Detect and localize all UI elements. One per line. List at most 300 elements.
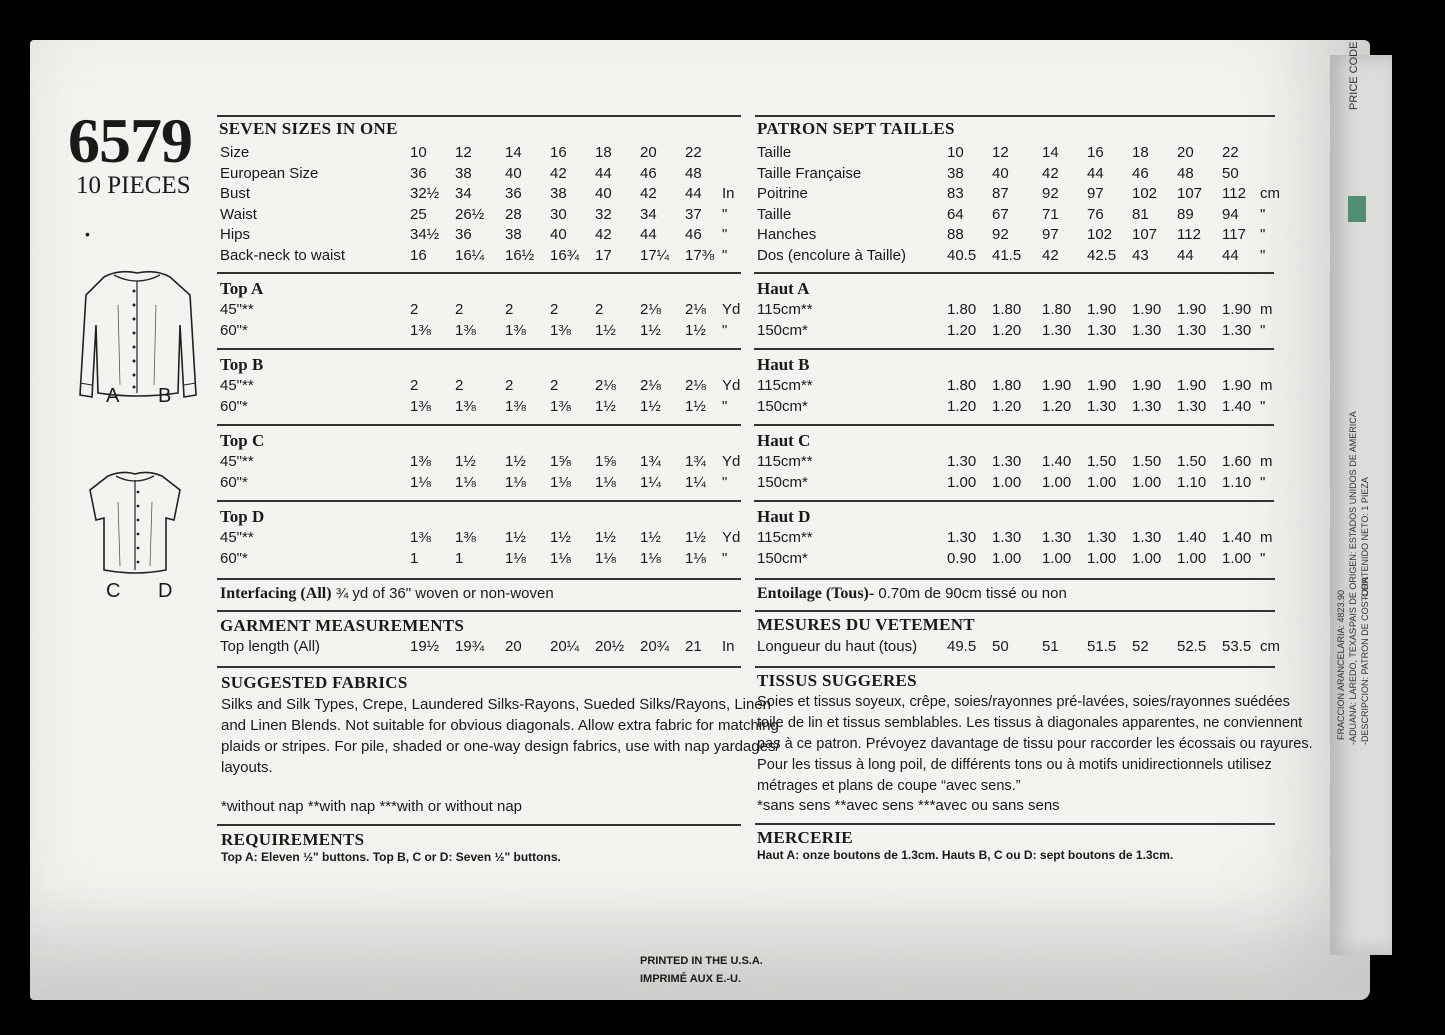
divider [754,500,1274,502]
fabric-width-label: 150cm* [757,398,808,415]
yardage-value: 1.30 [947,453,977,470]
view-label-b: B [158,385,172,407]
yardage-value: 1.00 [1132,474,1162,491]
yardage-value: 1½ [640,398,661,415]
size-value: 20 [640,144,657,161]
yardage-value: 1⅛ [455,474,476,491]
size-value: 46 [685,226,702,243]
yardage-value: 1.30 [1177,398,1207,415]
yardage-unit: " [722,322,728,339]
size-value: 41.5 [992,246,1022,264]
yardage-value: 1.30 [1132,322,1162,339]
garment-value: 21 [685,638,702,655]
yardage-value: 1½ [685,398,706,415]
size-value: 43 [1132,246,1149,264]
view-title: Haut C [757,431,811,450]
fabric-width-label: 60"* [220,322,248,339]
size-value: 64 [947,205,964,223]
fabric-width-label: 45"** [220,529,254,546]
french-fabrics-text [757,692,1313,797]
garment-unit: In [722,638,735,655]
size-value: 42 [1042,164,1059,182]
yardage-unit: m [1260,377,1273,394]
yardage-value: 1½ [685,529,706,546]
size-value: 18 [595,144,612,161]
divider [755,115,1275,117]
size-row-label: Hanches [757,226,817,243]
divider [754,424,1274,426]
size-value: 42.5 [1087,246,1117,264]
size-value: 17⅜ [685,246,715,264]
size-value: 42 [640,185,657,202]
size-value: 22 [685,144,702,161]
yardage-value: 1.30 [947,529,977,546]
yardage-value: 1.20 [992,322,1022,339]
yardage-value: 1⅝ [550,453,571,470]
pattern-number: 6579 [68,105,192,176]
yardage-value: 1.90 [1177,301,1207,318]
divider [217,348,741,350]
fabrics-line: layouts. [221,759,273,776]
view-label-c: C [106,580,121,602]
size-value: 17¼ [640,246,670,264]
yardage-value: 2 [505,377,514,394]
yardage-value: 1.80 [947,377,977,394]
size-value: 32½ [410,185,440,202]
view-title: Haut B [757,355,810,374]
size-unit: In [722,185,735,202]
size-row-label: Waist [220,205,257,223]
size-unit: " [1260,205,1266,223]
yardage-value: 1.20 [992,398,1022,415]
size-row-label: Poitrine [757,185,808,202]
interfacing-label: Interfacing (All) [220,585,332,602]
divider [755,823,1275,825]
yardage-value: 2 [410,377,419,394]
size-value: 44 [1087,164,1104,182]
yardage-value: 1.90 [1042,377,1072,394]
yardage-value: 1.10 [1222,474,1252,491]
size-value: 112 [1177,226,1201,243]
size-value: 30 [550,205,567,223]
view-label-d: D [158,580,173,602]
yardage-value: 2 [550,377,559,394]
size-value: 14 [505,144,522,161]
fabric-width-label: 115cm** [757,529,813,546]
size-row-label: Back-neck to waist [220,246,346,264]
yardage-value: 1½ [685,322,706,339]
size-value: 102 [1132,185,1158,202]
customs-line: -PAIS DE ORIGEN: ESTADOS UNIDOS DE AMERICA [1348,411,1358,630]
size-unit: " [1260,246,1266,264]
size-value: 40.5 [947,246,977,264]
yardage-value: 1.50 [1177,453,1207,470]
size-value: 71 [1042,205,1059,223]
yardage-value: 2⅛ [685,377,706,394]
size-value: 42 [595,226,612,243]
divider [217,578,741,580]
yardage-value: 1⅛ [640,550,661,567]
green-tab [1348,196,1366,222]
imprime-aux-eu: IMPRIMÉ AUX E.-U. [640,973,742,985]
yardage-value: 1½ [550,529,571,546]
garment-value: 20 [505,638,522,655]
size-value: 44 [1222,246,1239,264]
english-title: SEVEN SIZES IN ONE [219,119,398,138]
interfacing-text: ¾ yd of 36" woven or non-woven [335,585,554,602]
size-value: 36 [455,226,472,243]
size-value: 17 [595,246,612,264]
english-interfacing [220,585,554,603]
garment-value: 51 [1042,638,1059,655]
yardage-value: 1.30 [1042,529,1072,546]
yardage-value: 1½ [505,453,526,470]
fabric-width-label: 45"** [220,453,254,470]
yardage-value: 1.40 [1042,453,1072,470]
size-unit: " [722,205,728,223]
garment-value: 52.5 [1177,638,1207,655]
english-fabrics-title: SUGGESTED FABRICS [221,673,408,692]
size-row-label: Hips [220,226,251,243]
size-value: 92 [992,226,1009,243]
yardage-value: 1.30 [1222,322,1252,339]
yardage-value: 1.30 [992,529,1022,546]
size-value: 81 [1132,205,1149,223]
yardage-value: 1.90 [1222,301,1252,318]
size-value: 34½ [410,226,440,243]
size-value: 16 [1087,144,1104,161]
yardage-value: 2 [505,301,514,318]
yardage-unit: m [1260,529,1273,546]
yardage-unit: m [1260,301,1273,318]
yardage-value: 1¾ [640,453,661,470]
size-value: 16 [410,246,427,264]
fabric-width-label: 115cm** [757,301,813,318]
yardage-unit: " [1260,322,1266,339]
yardage-value: 1.40 [1222,398,1252,415]
size-row-label: Taille [757,144,792,161]
yardage-value: 2⅛ [595,377,616,394]
yardage-value: 1.90 [1087,301,1117,318]
english-nap-note: *without nap **with nap ***with or without nap [221,798,523,815]
yardage-value: 1.90 [1222,377,1252,394]
yardage-value: 1⅜ [505,322,526,339]
yardage-unit: Yd [722,301,741,318]
size-unit: " [722,226,728,243]
yardage-value: 2⅛ [640,377,661,394]
yardage-value: 1⅜ [410,322,431,339]
fabric-width-label: 45"** [220,377,254,394]
french-interfacing [757,585,1067,603]
size-row-label: Size [220,144,250,161]
yardage-value: 2 [455,377,464,394]
size-unit: " [1260,226,1266,243]
yardage-unit: Yd [722,453,741,470]
size-value: 12 [455,144,472,161]
yardage-unit: " [1260,398,1266,415]
yardage-value: 1⅛ [505,474,526,491]
divider [217,824,741,826]
french-requirements-text: Haut A: onze boutons de 1.3cm. Hauts B, C ou D: sept boutons de 1.3cm. [757,848,1174,862]
size-value: 42 [1042,246,1059,264]
yardage-value: 1⅜ [410,398,431,415]
yardage-value: 1⅛ [595,474,616,491]
size-value: 44 [595,164,612,182]
size-value: 26½ [455,205,485,223]
yardage-value: 1.80 [992,377,1022,394]
size-value: 16 [550,144,567,161]
size-value: 40 [550,226,567,243]
size-value: 97 [1042,226,1059,243]
fabrics-line: pas à ce patron. Prévoyez davantage de tissu pour raccorder les écossais ou rayures. [757,736,1313,752]
size-value: 107 [1177,185,1203,202]
yardage-value: 1⅛ [410,474,431,491]
size-value: 16½ [505,246,535,264]
size-value: 37 [685,205,702,223]
yardage-value: 1½ [595,398,616,415]
divider [217,610,741,612]
yardage-value: 1½ [640,322,661,339]
yardage-value: 1.90 [1132,377,1162,394]
yardage-value: 2 [455,301,464,318]
view-title: Haut D [757,507,811,526]
yardage-value: 0.90 [947,550,977,567]
yardage-value: 1⅜ [505,398,526,415]
yardage-value: 1.80 [947,301,977,318]
yardage-unit: Yd [722,377,741,394]
yardage-value: 1.30 [1177,322,1207,339]
fabric-width-label: 45"** [220,301,254,318]
size-value: 44 [1177,246,1194,264]
yardage-value: 1⅜ [455,398,476,415]
yardage-value: 1 [410,550,419,567]
size-value: 36 [505,185,522,202]
english-garment-title: GARMENT MEASUREMENTS [220,616,465,635]
french-garment-title: MESURES DU VETEMENT [757,615,975,634]
fabric-width-label: 150cm* [757,474,808,491]
french-title: PATRON SEPT TAILLES [757,119,955,138]
size-value: 107 [1132,226,1158,243]
garment-value: 53.5 [1222,638,1252,655]
size-value: 44 [685,185,702,202]
view-title: Top A [220,279,264,298]
fabric-width-label: 115cm** [757,377,813,394]
size-value: 28 [505,205,522,223]
sketch-top-ab [74,265,204,415]
garment-value: 20½ [595,638,625,655]
garment-value: 51.5 [1087,638,1117,655]
size-value: 117 [1222,226,1246,243]
size-value: 16¼ [455,246,485,264]
size-value: 112 [1222,185,1246,202]
yardage-value: 1.00 [992,550,1022,567]
yardage-value: 1.50 [1087,453,1117,470]
divider [754,348,1274,350]
yardage-value: 1.20 [947,398,977,415]
garment-unit: cm [1260,638,1280,655]
yardage-value: 1⅛ [550,550,571,567]
price-code-text: PRICE CODE [1348,41,1360,110]
yardage-value: 2⅛ [640,301,661,318]
yardage-value: 1.40 [1177,529,1207,546]
customs-line: -CONTENIDO NETO: 1 PIEZA [1360,477,1370,600]
view-title: Top D [220,507,265,526]
yardage-value: 1.00 [1042,550,1072,567]
size-value: 92 [1042,185,1059,202]
size-unit: cm [1260,185,1280,202]
size-value: 38 [947,164,964,182]
divider [754,272,1274,274]
yardage-value: 1.00 [1087,474,1117,491]
size-value: 46 [1132,164,1149,182]
yardage-value: 2 [550,301,559,318]
yardage-value: 1 [455,550,464,567]
size-value: 12 [992,144,1009,161]
yardage-value: 1.20 [1042,398,1072,415]
yardage-value: 1½ [455,453,476,470]
yardage-value: 1⅝ [595,453,616,470]
size-value: 88 [947,226,964,243]
yardage-value: 1.00 [1087,550,1117,567]
size-value: 38 [455,164,472,182]
size-value: 48 [685,164,702,182]
yardage-value: 1⅛ [685,550,706,567]
yardage-value: 1.30 [1087,322,1117,339]
yardage-value: 1½ [640,529,661,546]
yardage-value: 1¼ [685,474,706,491]
size-value: 34 [455,185,472,202]
interfacing-label: Entoilage (Tous)- [757,585,875,602]
english-requirements-title: REQUIREMENTS [221,830,365,849]
fabrics-line: toile de lin et tissus semblables. Les tissus à diagonales apparentes, ne conviennent [757,715,1303,731]
garment-row-label: Longueur du haut (tous) [757,638,918,655]
french-requirements-title: MERCERIE [757,828,853,847]
fabric-width-label: 150cm* [757,322,808,339]
fabric-width-label: 150cm* [757,550,808,567]
size-value: 46 [640,164,657,182]
fabrics-line: métrages et plans de coupe “avec sens.” [757,778,1021,794]
yardage-value: 2 [410,301,419,318]
yardage-value: 1½ [595,322,616,339]
yardage-value: 1⅛ [505,550,526,567]
garment-value: 52 [1132,638,1149,655]
size-value: 40 [505,164,522,182]
yardage-value: 1⅜ [455,322,476,339]
yardage-value: 2⅛ [685,301,706,318]
printed-in-usa: PRINTED IN THE U.S.A. [640,955,763,967]
yardage-value: 1¾ [685,453,706,470]
fabric-width-label: 115cm** [757,453,813,470]
yardage-unit: m [1260,453,1273,470]
divider [217,115,741,117]
size-value: 50 [1222,164,1239,182]
yardage-value: 1⅜ [410,453,431,470]
yardage-value: 1.00 [992,474,1022,491]
garment-value: 19½ [410,638,440,655]
size-value: 89 [1177,205,1194,223]
size-value: 48 [1177,164,1194,182]
yardage-unit: " [722,550,728,567]
size-value: 20 [1177,144,1194,161]
divider [217,272,741,274]
size-value: 36 [410,164,427,182]
size-value: 42 [550,164,567,182]
size-value: 25 [410,205,427,223]
english-requirements-text: Top A: Eleven ½" buttons. Top B, C or D: Seven ½" buttons. [221,850,561,864]
size-row-label: Bust [220,185,251,202]
size-value: 94 [1222,205,1239,223]
fabrics-line: and Linen Blends. Not suitable for obvious diagonals. Allow extra fabric for matching [221,717,779,734]
size-value: 10 [410,144,427,161]
size-value: 22 [1222,144,1239,161]
yardage-value: 1.30 [1132,529,1162,546]
size-value: 32 [595,205,612,223]
fabrics-line: Silks and Silk Types, Crepe, Laundered Silks-Rayons, Sueded Silks/Rayons, Linen [221,696,772,713]
yardage-unit: " [722,398,728,415]
yardage-value: 1.80 [992,301,1022,318]
fabrics-line: plaids or stripes. For pile, shaded or one-way design fabrics, use with nap yardages/ [221,738,780,755]
yardage-value: 1.90 [1177,377,1207,394]
fabric-width-label: 60"* [220,474,248,491]
size-value: 38 [550,185,567,202]
yardage-unit: " [1260,474,1266,491]
yardage-value: 1⅛ [550,474,571,491]
garment-value: 49.5 [947,638,977,655]
fabric-width-label: 60"* [220,550,248,567]
size-row-label: Dos (encolure à Taille) [757,246,906,264]
size-value: 14 [1042,144,1059,161]
divider [755,610,1275,612]
divider [217,424,741,426]
english-fabrics-text [221,694,780,778]
size-unit: " [722,246,728,264]
divider [755,666,1275,668]
garment-value: 19¾ [455,638,485,655]
garment-row-label: Top length (All) [220,638,321,655]
size-value: 102 [1087,226,1113,243]
garment-value: 20¾ [640,638,670,655]
yardage-value: 1.50 [1132,453,1162,470]
fabrics-line: Soies et tissus soyeux, crêpe, soies/rayonnes pré-lavées, soies/rayonnes suédées [757,694,1290,710]
divider [217,666,741,668]
yardage-value: 1¼ [640,474,661,491]
size-value: 18 [1132,144,1149,161]
yardage-unit: Yd [722,529,741,546]
yardage-value: 1.20 [947,322,977,339]
yardage-value: 1.30 [992,453,1022,470]
yardage-value: 1.80 [1042,301,1072,318]
divider [217,500,741,502]
yardage-value: 1⅜ [550,398,571,415]
yardage-value: 1.60 [1222,453,1252,470]
yardage-value: 2 [595,301,604,318]
yardage-value: 1.30 [1042,322,1072,339]
yardage-unit: " [1260,550,1266,567]
size-value: 87 [992,185,1009,202]
fabrics-line: Pour les tissus à long poil, de différents tons ou à motifs unidirectionnels utilisez [757,757,1272,773]
size-value: 38 [505,226,522,243]
french-fabrics-title: TISSUS SUGGERES [757,671,917,690]
yardage-value: 1.90 [1132,301,1162,318]
size-row-label: Taille Française [757,164,862,182]
yardage-value: 1.00 [1177,550,1207,567]
interfacing-text: 0.70m de 90cm tissé ou non [878,585,1067,602]
yardage-value: 1.00 [1042,474,1072,491]
size-row-label: European Size [220,164,319,182]
french-nap-note: *sans sens **avec sens ***avec ou sans sens [757,797,1060,814]
size-value: 40 [992,164,1009,182]
yardage-value: 1½ [595,529,616,546]
